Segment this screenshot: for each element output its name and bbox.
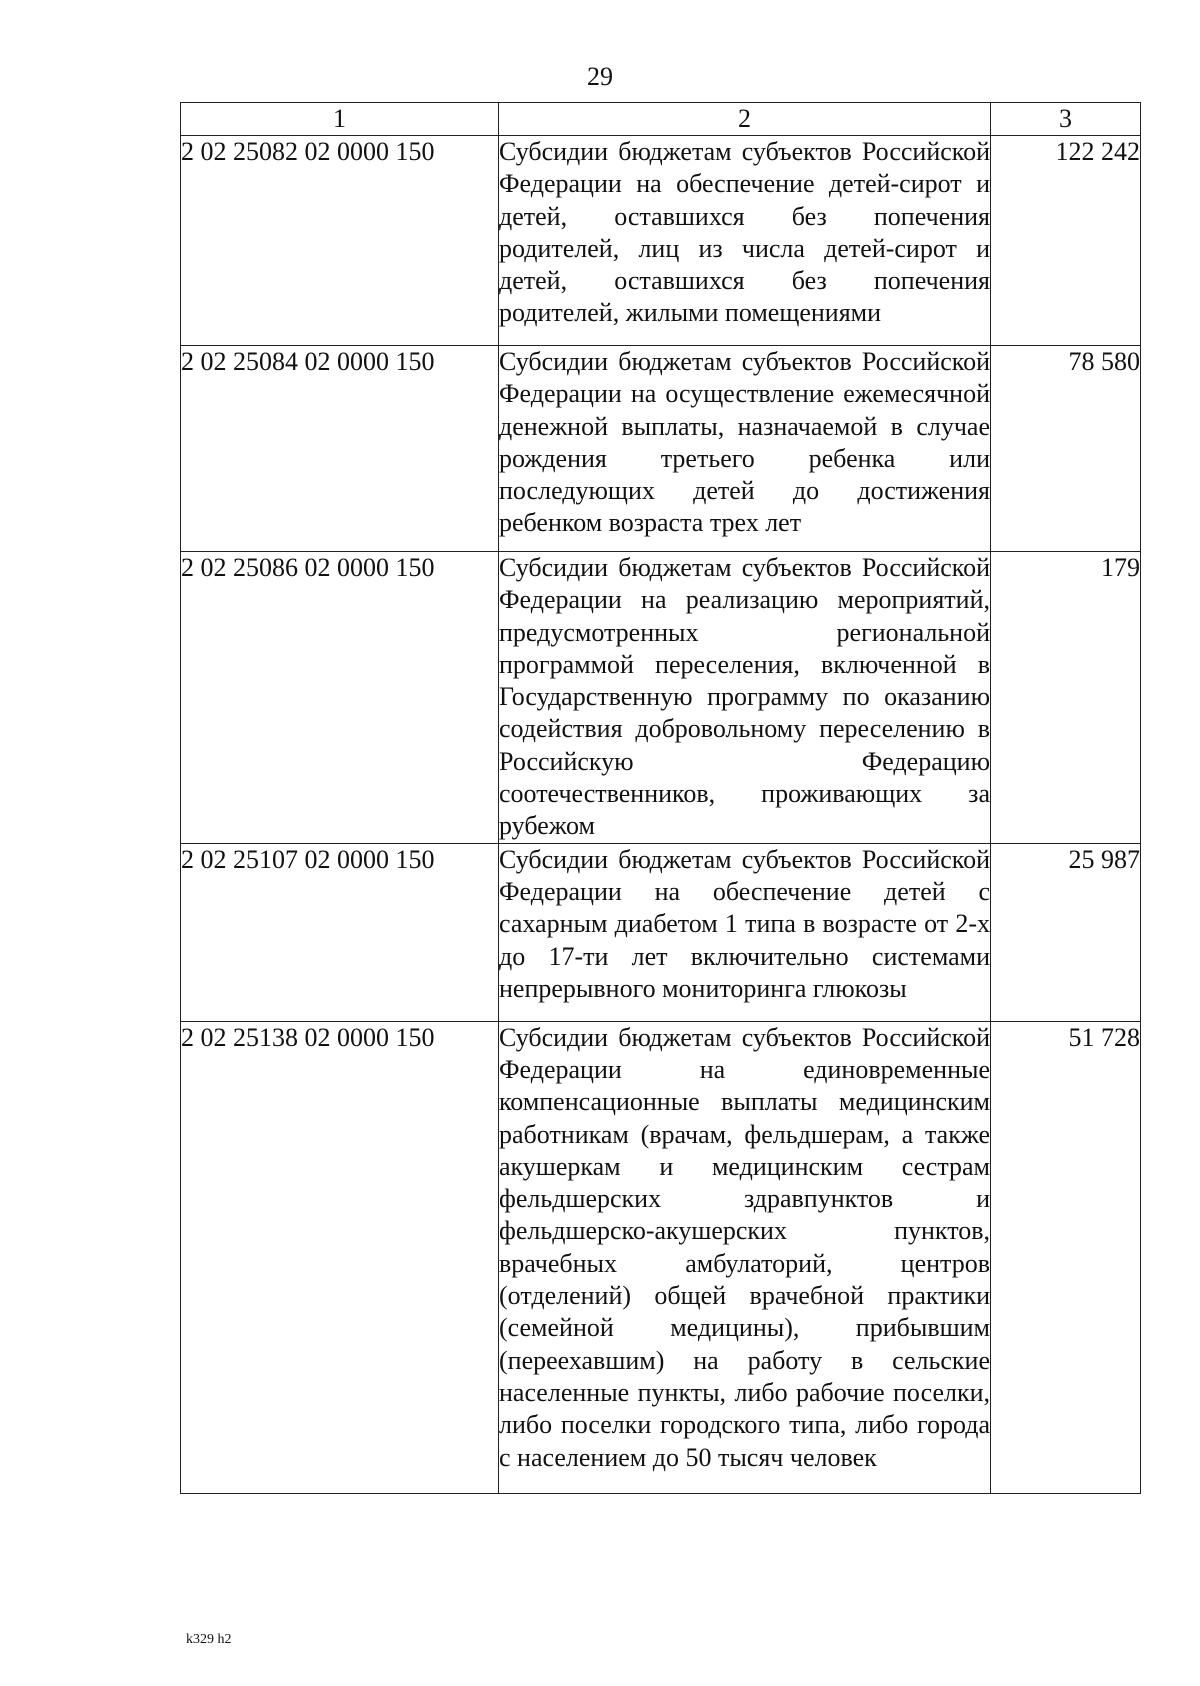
row-amount: 51 728 xyxy=(991,1021,1141,1493)
table-row xyxy=(181,552,1141,844)
budget-table xyxy=(180,102,1141,1494)
budget-code: 2 02 25086 02 0000 150 xyxy=(181,552,499,844)
row-amount: 179 xyxy=(991,552,1141,844)
table-row xyxy=(181,136,1141,346)
table-row xyxy=(181,843,1141,1021)
row-description: Субсидии бюджетам субъектов Российской Федерации на реализацию мероприятий, предусмотренных региональной программой переселения, включенной в Государственную программу по оказанию содействия добровольному переселению в Российскую Федерацию соотечественников, проживающих за рубежом xyxy=(499,552,991,844)
row-amount: 25 987 xyxy=(991,843,1141,1021)
budget-code: 2 02 25082 02 0000 150 xyxy=(181,136,499,346)
row-amount: 122 242 xyxy=(991,136,1141,346)
budget-code: 2 02 25138 02 0000 150 xyxy=(181,1021,499,1493)
row-description: Субсидии бюджетам субъектов Российской Федерации на обеспечение детей-сирот и детей, оставшихся без попечения родителей, лиц из числа детей-сирот и детей, оставшихся без попечения родителей, жилыми помещениями xyxy=(499,136,991,346)
row-description: Субсидии бюджетам субъектов Российской Федерации на единовременные компенсационные выплаты медицинским работникам (врачам, фельдшерам, а также акушеркам и медицинским сестрам фельдшерских здравпунктов и фельдшерско-акушерских пунктов, врачебных амбулаторий, центров (отделений) общей врачебной практики (семейной медицины), прибывшим (переехавшим) на работу в сельские населенные пункты, либо рабочие поселки, либо поселки городского типа, либо города с населением до 50 тысяч человек xyxy=(499,1021,991,1493)
column-header-3: 3 xyxy=(991,103,1141,136)
table-header-row xyxy=(181,103,1141,136)
row-description: Субсидии бюджетам субъектов Российской Федерации на обеспечение детей с сахарным диабетом 1 типа в возрасте от 2-х до 17-ти лет включительно системами непрерывного мониторинга глюкозы xyxy=(499,843,991,1021)
budget-code: 2 02 25084 02 0000 150 xyxy=(181,346,499,552)
column-header-2: 2 xyxy=(499,103,991,136)
column-header-1: 1 xyxy=(181,103,499,136)
row-description: Субсидии бюджетам субъектов Российской Федерации на осуществление ежемесячной денежной выплаты, назначаемой в случае рождения третьего ребенка или последующих детей до достижения ребенком возраста трех лет xyxy=(499,346,991,552)
page-number: 29 xyxy=(587,62,613,91)
footer-document-code: k329 h2 xyxy=(186,1632,232,1647)
table-row xyxy=(181,1021,1141,1493)
table-row xyxy=(181,346,1141,552)
row-amount: 78 580 xyxy=(991,346,1141,552)
budget-code: 2 02 25107 02 0000 150 xyxy=(181,843,499,1021)
